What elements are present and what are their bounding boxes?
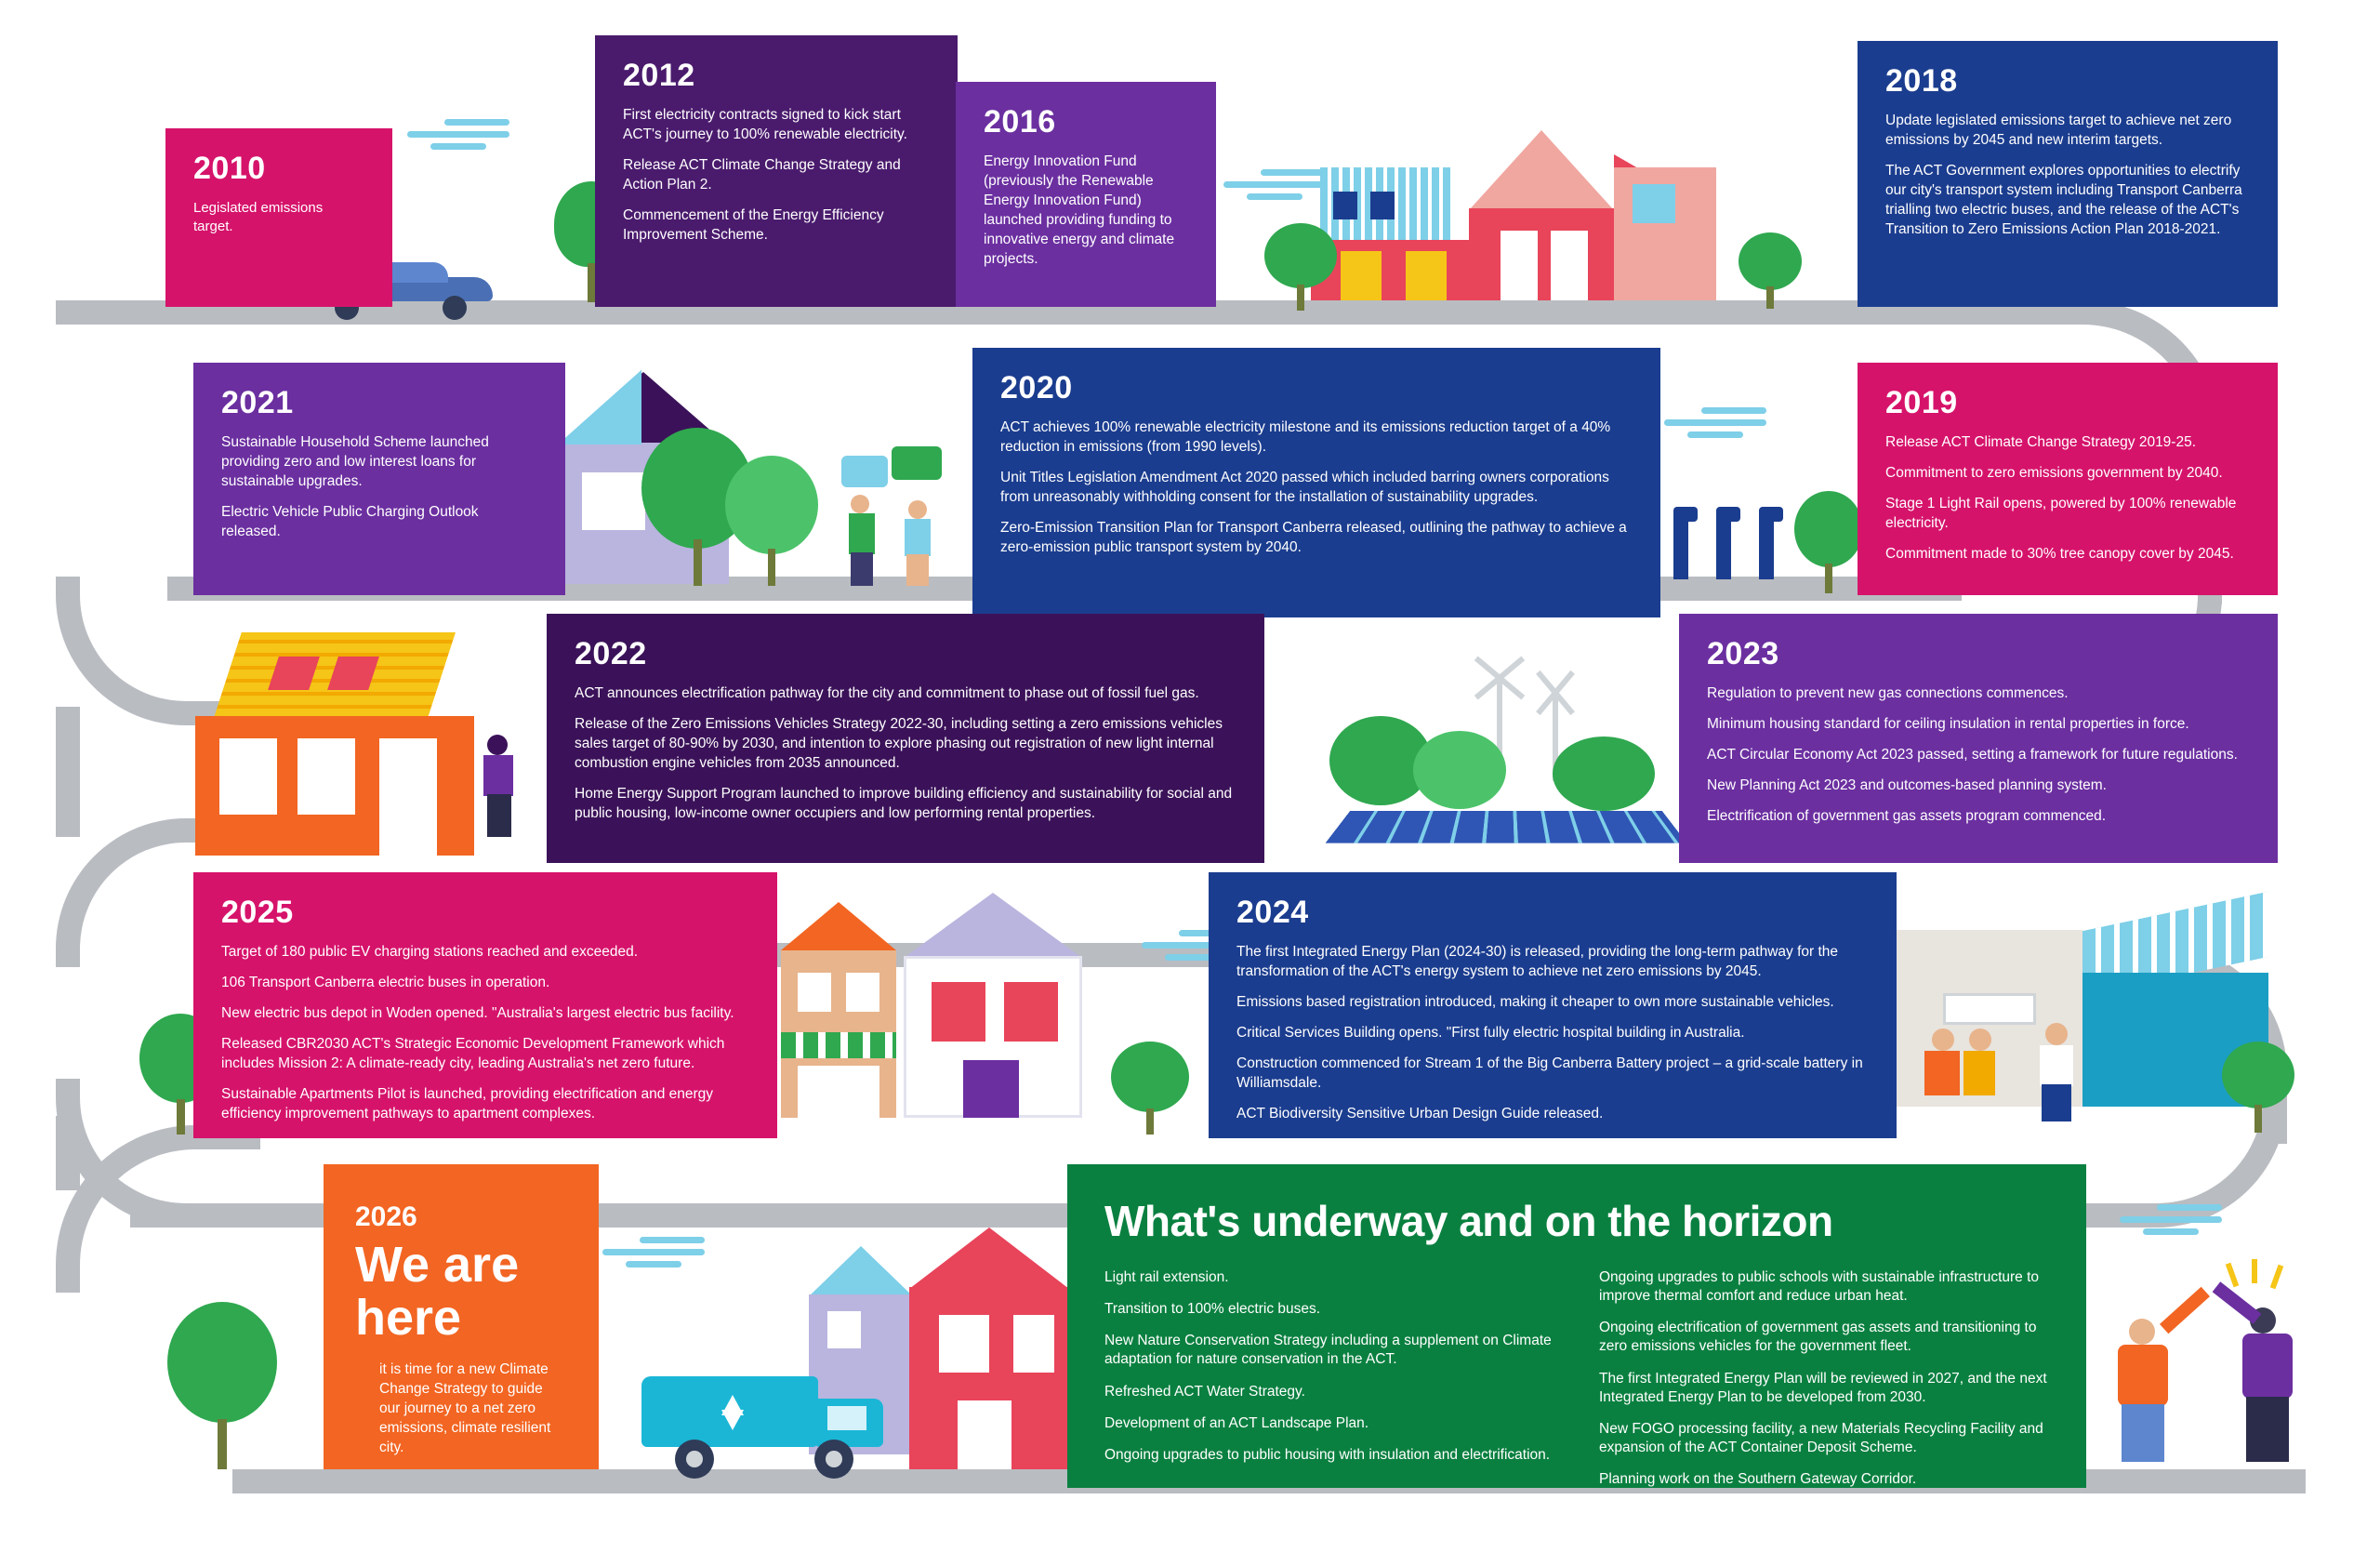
- panel-item: Electric Vehicle Public Charging Outlook released.: [221, 503, 479, 539]
- horizon-item: Ongoing upgrades to public housing with insulation and electrification.: [1104, 1446, 1551, 1463]
- timeline-panel-2016[interactable]: [956, 82, 1216, 307]
- panel-year: 2024: [1236, 895, 1309, 930]
- panel-item: Legislated emissions target.: [193, 200, 324, 235]
- horizon-title: What's underway and on the horizon: [1104, 1197, 1833, 1245]
- panel-year: 2019: [1885, 385, 1958, 420]
- horizon-item: New Nature Conservation Strategy including a supplement on Climate adaptation for nature conservation in the ACT.: [1104, 1333, 1552, 1368]
- panel-year: 2016: [984, 104, 1056, 139]
- timeline-panel-2025[interactable]: [193, 872, 777, 1138]
- tree-illustration-5: [1794, 491, 1865, 593]
- cloud-icon-5: [602, 1237, 705, 1273]
- panel-item: Electrification of government gas assets program commenced.: [1707, 807, 2107, 824]
- panel-item: 106 Transport Canberra electric buses in operation.: [221, 974, 550, 990]
- we-are-here-panel[interactable]: [324, 1164, 599, 1469]
- tree-illustration-9: [167, 1302, 279, 1469]
- panel-item: Release ACT Climate Change Strategy 2019-25.: [1885, 434, 2197, 450]
- panel-year: 2025: [221, 895, 294, 930]
- tree-illustration-4: [641, 409, 818, 586]
- panel-item: ACT announces electrification pathway for the city and commitment to phase out of fossil fuel gas.: [575, 685, 1199, 701]
- panel-year: 2010: [193, 151, 266, 186]
- people-illustration-2021: [841, 446, 981, 586]
- panel-year: 2023: [1707, 636, 1779, 671]
- panel-item: Construction commenced for Stream 1 of the Big Canberra Battery project – a grid-scale battery in Williamsdale.: [1236, 1055, 1863, 1091]
- panel-item: New Planning Act 2023 and outcomes-based planning system.: [1707, 776, 2107, 793]
- road-segment-4: [56, 707, 80, 837]
- electric-van-illustration: [641, 1358, 902, 1479]
- timeline-panel-2010[interactable]: [165, 128, 392, 307]
- horizon-item: Development of an ACT Landscape Plan.: [1104, 1414, 1369, 1431]
- we-are-here-year: 2026: [355, 1201, 417, 1232]
- panel-item: ACT Circular Economy Act 2023 passed, setting a framework for future regulations.: [1707, 746, 2238, 763]
- timeline-panel-2018[interactable]: [1858, 41, 2278, 307]
- person-illustration-2022: [474, 735, 530, 837]
- panel-year: 2022: [575, 636, 647, 671]
- panel-item: Zero-Emission Transition Plan for Transport Canberra released, outlining the pathway to achieve a zero-emission public transport system by 2040.: [1000, 519, 1627, 555]
- panel-item: Commencement of the Energy Efficiency Improvement Scheme.: [623, 206, 884, 243]
- panel-item: Commitment made to 30% tree canopy cover by 2045.: [1885, 545, 2234, 562]
- timeline-panel-2022[interactable]: [547, 614, 1264, 863]
- panel-item: Release ACT Climate Change Strategy and Action Plan 2.: [623, 156, 901, 192]
- timeline-panel-2023[interactable]: [1679, 614, 2278, 863]
- tree-illustration-8: [2222, 1042, 2296, 1135]
- panel-item: Home Energy Support Program launched to improve building efficiency and sustainability for social and public housing, low-income owner occupiers and low performing rental properties.: [575, 785, 1233, 821]
- panel-year: 2012: [623, 58, 695, 93]
- panel-item: ACT Biodiversity Sensitive Urban Design Guide released.: [1236, 1105, 1604, 1121]
- panel-item: Released CBR2030 ACT's Strategic Economic Development Framework which includes Mission 2: A climate-ready city, leading Australia's net zero future.: [221, 1035, 725, 1071]
- panel-item: Regulation to prevent new gas connections commences.: [1707, 685, 2069, 701]
- panel-year: 2020: [1000, 370, 1073, 405]
- timeline-panel-2019[interactable]: [1858, 363, 2278, 595]
- horizon-item: Ongoing electrification of government gas assets and transitioning to zero emissions vehicles for the government fleet.: [1599, 1320, 2037, 1355]
- timeline-panel-2024[interactable]: [1209, 872, 1897, 1138]
- we-are-here-body: it is time for a new Climate Change Strategy to guide our journey to a net zero emissions, climate resilient city.: [379, 1361, 551, 1456]
- wind-solar-illustration: [1329, 679, 1720, 865]
- horizon-item: The first Integrated Energy Plan will be reviewed in 2027, and the next Integrated Energy Plan to be developed from 2030.: [1599, 1370, 2047, 1405]
- panel-item: ACT achieves 100% renewable electricity milestone and its emissions reduction target of a 40% reduction in emissions (from 1990 levels).: [1000, 419, 1611, 455]
- horizon-item: Light rail extension.: [1104, 1269, 1229, 1285]
- tree-illustration-3: [1739, 232, 1804, 307]
- aircon-installers-illustration: [1887, 893, 2278, 1135]
- panel-item: Minimum housing standard for ceiling insulation in rental properties in force.: [1707, 715, 2189, 732]
- horizon-item: Refreshed ACT Water Strategy.: [1104, 1383, 1305, 1400]
- panel-item: Critical Services Building opens. "First fully electric hospital building in Australia.: [1236, 1024, 1745, 1041]
- horizon-item: Transition to 100% electric buses.: [1104, 1301, 1321, 1318]
- panel-item: Sustainable Apartments Pilot is launched, providing electrification and energy efficiency improvement pathways to apartment complexes.: [221, 1085, 714, 1121]
- timeline-panel-2012[interactable]: [595, 35, 958, 307]
- celebrating-people-illustration: [2110, 1255, 2334, 1469]
- cloud-icon-3: [1664, 407, 1766, 444]
- panel-item: Commitment to zero emissions government by 2040.: [1885, 464, 2223, 481]
- panel-item: The first Integrated Energy Plan (2024-30) is released, providing the long-term pathway for the transformation of the ACT's energy system to achieve net zero emissions by 2045.: [1236, 944, 1839, 979]
- ev-chargers-illustration: [1673, 507, 1804, 591]
- timeline-panel-2020[interactable]: [972, 348, 1660, 617]
- cloud-icon-6: [2120, 1204, 2222, 1241]
- horizon-item: Ongoing upgrades to public schools with sustainable infrastructure to improve thermal comfort and reduce urban heat.: [1599, 1269, 2040, 1305]
- panel-item: Unit Titles Legislation Amendment Act 2020 passed which included barring owners corporations from unreasonably withholding consent for the installation of sustainability upgrades.: [1000, 469, 1609, 505]
- panel-item: Update legislated emissions target to achieve net zero emissions by 2045 and new interim targets.: [1885, 113, 2232, 148]
- tree-illustration-7: [1111, 1042, 1191, 1135]
- we-are-here-headline: We are here: [355, 1237, 520, 1346]
- road-segment-8: [56, 1116, 80, 1190]
- panel-item: First electricity contracts signed to kick start ACT's journey to 100% renewable electricity.: [623, 107, 907, 142]
- panel-item: The ACT Government explores opportunities to electrify our city's transport system including Transport Canberra trialling two electric buses, and the release of the ACT's Transition to Zero Emissions Action Plan 2018-2021.: [1885, 162, 2242, 237]
- tree-illustration-2: [1264, 223, 1339, 307]
- panel-item: Stage 1 Light Rail opens, powered by 100% renewable electricity.: [1885, 495, 2237, 531]
- horizon-item: New FOGO processing facility, a new Materials Recycling Facility and expansion of the ACT Container Deposit Scheme.: [1599, 1420, 2043, 1455]
- panel-item: Release of the Zero Emissions Vehicles Strategy 2022-30, including setting a zero emissions vehicles sales target of 80-90% by 2030, and intention to explore phasing out registration of new light internal combustion engine vehicles from 2035 announced.: [575, 715, 1223, 771]
- panel-item: Energy Innovation Fund (previously the Renewable Energy Innovation Fund) launched providing funding to innovative energy and climate projects.: [984, 153, 1175, 267]
- panel-year: 2018: [1885, 63, 1958, 99]
- horizon-left-column: [1104, 1268, 1554, 1502]
- panel-item: Target of 180 public EV charging stations reached and exceeded.: [221, 944, 639, 960]
- panel-year: 2021: [221, 385, 294, 420]
- horizon-item: Planning work on the Southern Gateway Corridor.: [1599, 1471, 1917, 1488]
- panel-item: Sustainable Household Scheme launched providing zero and low interest loans for sustainable upgrades.: [221, 434, 489, 489]
- panel-item: Emissions based registration introduced, making it cheaper to own more sustainable vehicles.: [1236, 993, 1834, 1010]
- timeline-panel-2021[interactable]: [193, 363, 565, 595]
- horizon-right-column: [1599, 1268, 2049, 1502]
- panel-item: New electric bus depot in Woden opened. "Australia's largest electric bus facility.: [221, 1004, 734, 1021]
- horizon-panel[interactable]: [1067, 1164, 2086, 1488]
- cloud-icon-1: [407, 119, 509, 155]
